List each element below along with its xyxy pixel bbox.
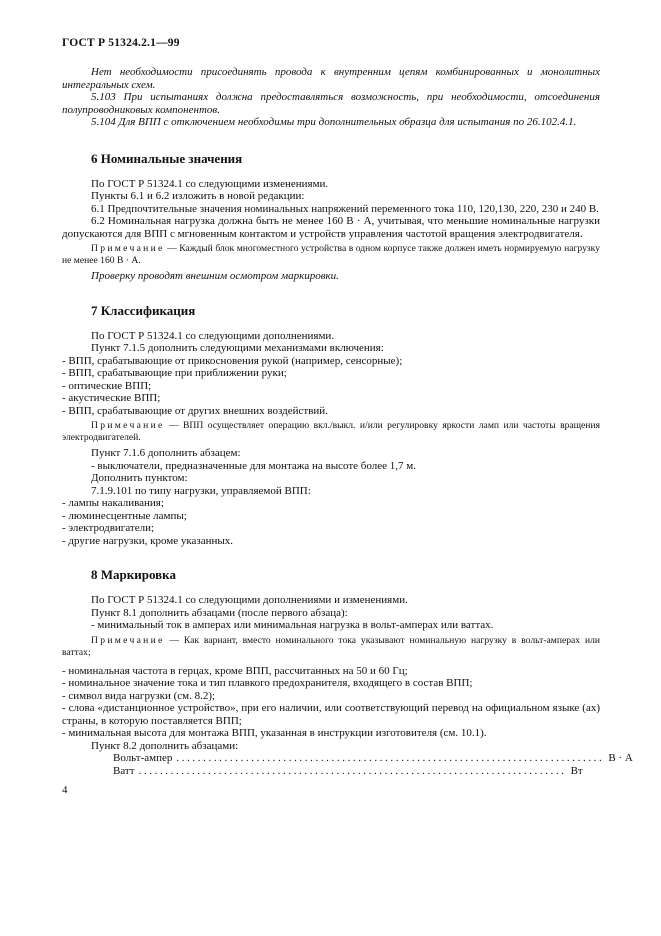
s7-paragraph: Пункт 7.1.6 дополнить абзацем: (91, 447, 241, 459)
unit-row-watt (62, 765, 600, 778)
dot-leader: ................................................................................ (176, 752, 605, 764)
clause-6-2: 6.2 Номинальная нагрузка должна быть не менее 160 В · А, учитывая, что меньшие номинальные нагрузки допускаются для ВПП с мгновенным контактом и устройств управления частотой вращения электродвигателя. (62, 215, 600, 240)
document-page (62, 37, 633, 796)
list-item: - электродвигатели; (62, 522, 155, 534)
unit-symbol: Вт (570, 764, 583, 777)
list-item: - другие нагрузки, кроме указанных. (62, 534, 234, 547)
unit-symbol: В · А (608, 752, 633, 764)
dot-leader: ................................................................................ (138, 764, 567, 777)
note-label: Примечание (91, 420, 165, 431)
s8-note (62, 635, 600, 659)
list-item: - акустические ВПП; (62, 392, 161, 404)
s6-note (62, 243, 600, 267)
intro-paragraph: Нет необходимости присоединять провода к внутренним цепям комбинированных и монолитных интегральных схем. (62, 66, 600, 91)
section-6-title: 6 Номинальные значения (91, 150, 243, 166)
unit-label: Ватт (113, 764, 135, 777)
list-item: - номинальная частота в герцах, кроме ВПП, рассчитанных на 50 и 60 Гц; (62, 664, 408, 677)
list-item: - люминесцентные лампы; (62, 509, 187, 522)
s6-paragraph: Пункты 6.1 и 6.2 изложить в новой редакции: (91, 190, 305, 202)
list-item: - минимальный ток в амперах или минимальная нагрузка в вольт-амперах или ваттах. (91, 619, 494, 631)
section-8-title: 8 Маркировка (91, 567, 176, 582)
s7-paragraph: Пункт 7.1.5 дополнить следующими механизмами включения: (91, 342, 384, 354)
document-header: ГОСТ Р 51324.2.1—99 (62, 37, 180, 49)
note-text: — ВПП осуществляет операцию вкл./выкл. и/или регулировку яркости ламп или частоты вращения электродвигателей. (62, 420, 600, 443)
note-text: — Каждый блок многоместного устройства в одном корпусе также должен иметь нормируемую нагрузку не менее 160 В · А. (62, 243, 600, 266)
unit-row-volt-ampere (62, 752, 633, 765)
list-item: - выключатели, предназначенные для монтажа на высоте более 1,7 м. (91, 459, 416, 472)
list-item: - символ вида нагрузки (см. 8.2); (62, 689, 216, 702)
clause-5-104: 5.104 Для ВПП с отключением необходимы три дополнительных образца для испытания по 26.102.4.1. (91, 116, 577, 128)
s7-paragraph: Дополнить пунктом: (91, 472, 188, 484)
list-item: - ВПП, срабатывающие при приближении руки; (62, 367, 287, 379)
page-number: 4 (62, 784, 68, 796)
unit-label: Вольт-ампер (113, 752, 173, 764)
note-label: Примечание (91, 634, 165, 646)
list-item: - минимальная высота для монтажа ВПП, указанная в инструкции изготовителя (см. 10.1). (62, 727, 487, 739)
s8-paragraph: Пункт 8.2 дополнить абзацами: (91, 739, 239, 752)
s6-check: Проверку проводят внешним осмотром маркировки. (91, 270, 339, 282)
list-item: - ВПП, срабатывающие от других внешних воздействий. (62, 404, 328, 417)
clause-7-1-9-101: 7.1.9.101 по типу нагрузки, управляемой ВПП: (91, 484, 311, 497)
s8-paragraph: Пункт 8.1 дополнить абзацами (после первого абзаца): (91, 606, 348, 619)
clause-6-1: 6.1 Предпочтительные значения номинальных напряжений переменного тока 110, 120,130, 220, 230 и 240 В. (91, 202, 599, 215)
list-item: - оптические ВПП; (62, 379, 152, 392)
note-text: — Как вариант, вместо номинального тока указывают номинальную нагрузку в вольт-амперах или ваттах; (62, 634, 600, 658)
clause-5-103: 5.103 При испытаниях должна предоставляться возможность, при необходимости, отсоединения полупроводниковых компонентов. (62, 91, 600, 116)
s8-paragraph: По ГОСТ Р 51324.1 со следующими дополнениями и изменениями. (91, 594, 408, 606)
s6-paragraph: По ГОСТ Р 51324.1 со следующими изменениями. (91, 177, 329, 190)
s7-note (62, 420, 600, 444)
s7-paragraph: По ГОСТ Р 51324.1 со следующими дополнениями. (91, 329, 335, 342)
section-7-title: 7 Классификация (91, 302, 196, 318)
list-item: - слова «дистанционное устройство», при его наличии, или соответствующий перевод на официальном языке (ах) страны, в которую поставляется ВПП; (62, 702, 600, 727)
list-item: - лампы накаливания; (62, 497, 164, 509)
list-item: - ВПП, срабатывающие от прикосновения рукой (например, сенсорные); (62, 354, 403, 367)
list-item: - номинальное значение тока и тип плавкого предохранителя, входящего в состав ВПП; (62, 677, 473, 689)
note-label: Примечание (91, 243, 165, 254)
